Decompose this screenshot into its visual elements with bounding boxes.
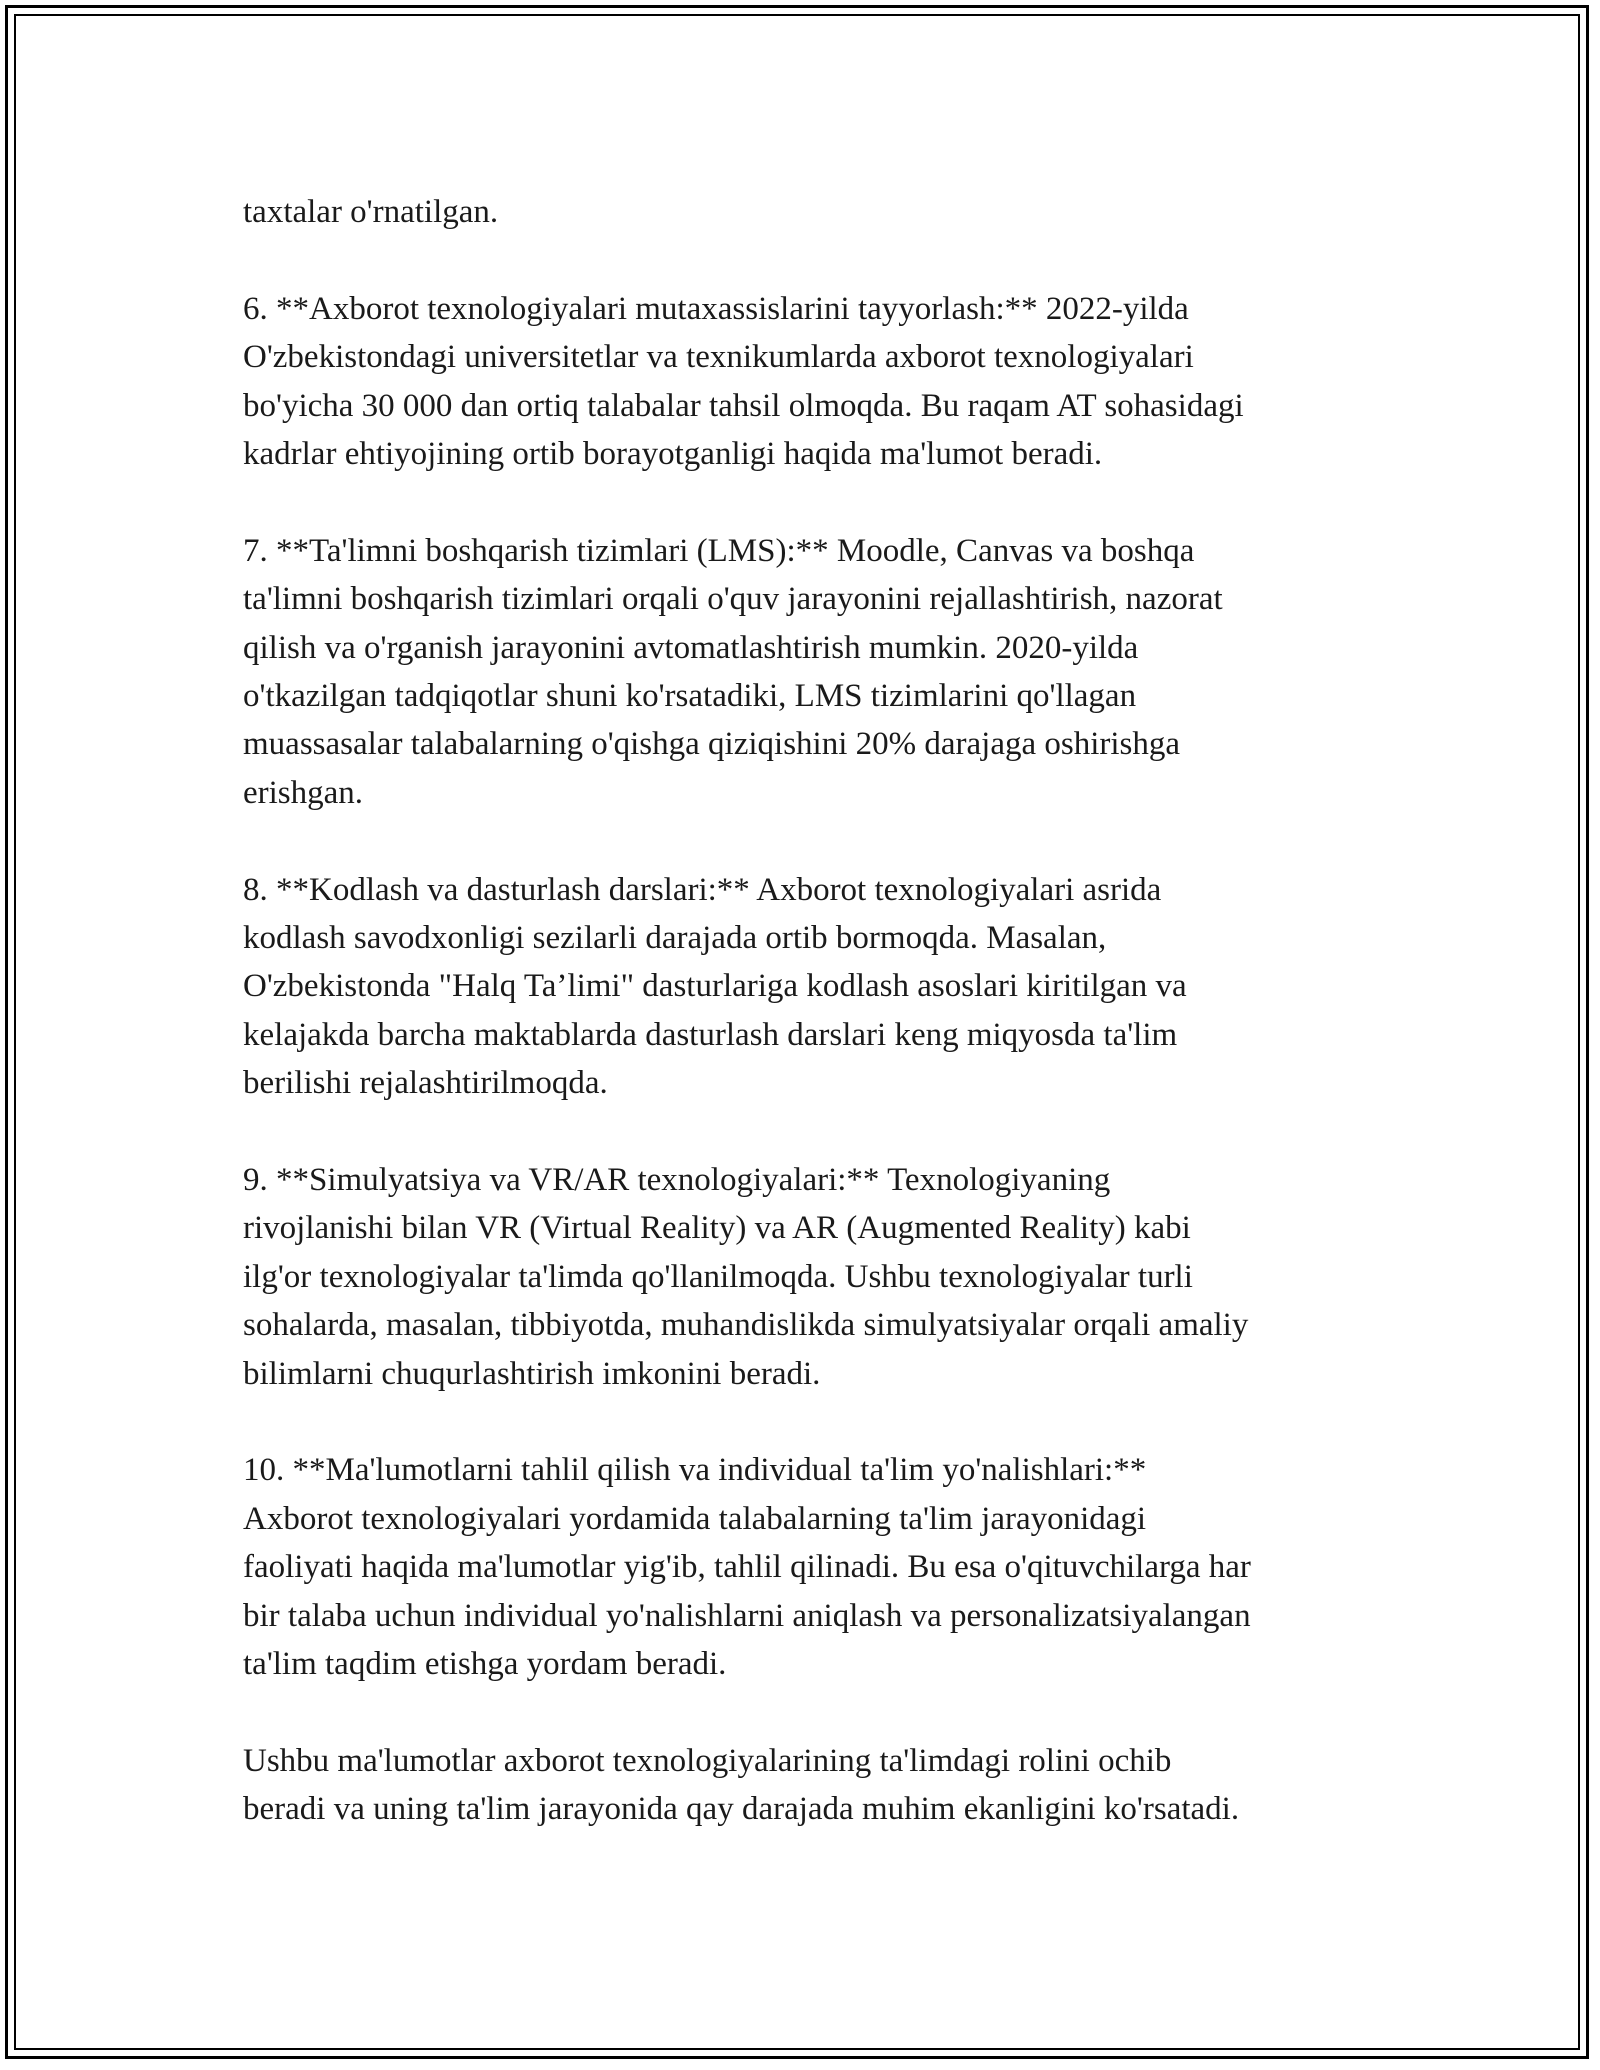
paragraph-item-10: 10. **Ma'lumotlarni tahlil qilish va individual ta'lim yo'nalishlari:** Axborot texnologiyalari yordamida talabalarning ta'lim jarayonidagi faoliyati haqida ma'lumotlar yig'ib, tahlil qilinadi. Bu esa o'qituvchilarga har bir talaba uchun individual yo'nalishlarni aniqlash va personalizatsiyalangan ta'lim taqdim etishga yordam beradi. — [243, 1452, 1251, 1683]
document-page — [5, 5, 1589, 2059]
paragraph-conclusion: Ushbu ma'lumotlar axborot texnologiyalarining ta'limdagi rolini ochib beradi va uning ta'lim jarayonida qay darajada muhim ekanligini ko'rsatadi. — [243, 1742, 1240, 1828]
paragraph-item-9: 9. **Simulyatsiya va VR/AR texnologiyalari:** Texnologiyaning rivojlanishi bilan VR (Virtual Reality) va AR (Augmented Reality) kabi ilg'or texnologiyalar ta'limda qo'llanilmoqda. Ushbu texnologiyalar turli sohalarda, masalan, tibbiyotda, muhandislikda simulyatsiyalar orqali amaliy bilimlarni chuqurlashtirish imkonini beradi. — [243, 1162, 1249, 1392]
paragraph-item-6: 6. **Axborot texnologiyalari mutaxassislarini tayyorlash:** 2022-yilda O'zbekistondagi universitetlar va texnikumlarda axborot texnologiyalari bo'yicha 30 000 dan ortiq talabalar tahsil olmoqda. Bu raqam AT sohasidagi kadrlar ehtiyojining ortib borayotganligi haqida ma'lumot beradi. — [243, 290, 1244, 473]
paragraph-item-8: 8. **Kodlash va dasturlash darslari:** Axborot texnologiyalari asrida kodlash savodxonligi sezilarli darajada ortib bormoqda. Masalan, O'zbekistonda "Halq Ta’limi" dasturlariga kodlash asoslari kiritilgan va kelajakda barcha maktablarda dasturlash darslari keng miqyosda ta'lim berilishi rejalashtirilmoqda. — [243, 871, 1187, 1102]
document-body — [243, 188, 1383, 1834]
paragraph-continuation: taxtalar o'rnatilgan. — [243, 194, 499, 230]
paragraph-item-7: 7. **Ta'limni boshqarish tizimlari (LMS):** Moodle, Canvas va boshqa ta'limni boshqarish tizimlari orqali o'quv jarayonini rejallashtirish, nazorat qilish va o'rganish jarayonini avtomatlashtirish mumkin. 2020-yilda o'tkazilgan tadqiqotlar shuni ko'rsatadiki, LMS tizimlarini qo'llagan muassasalar talabalarning o'qishga qiziqishini 20% darajaga oshirishga erishgan. — [243, 532, 1223, 811]
